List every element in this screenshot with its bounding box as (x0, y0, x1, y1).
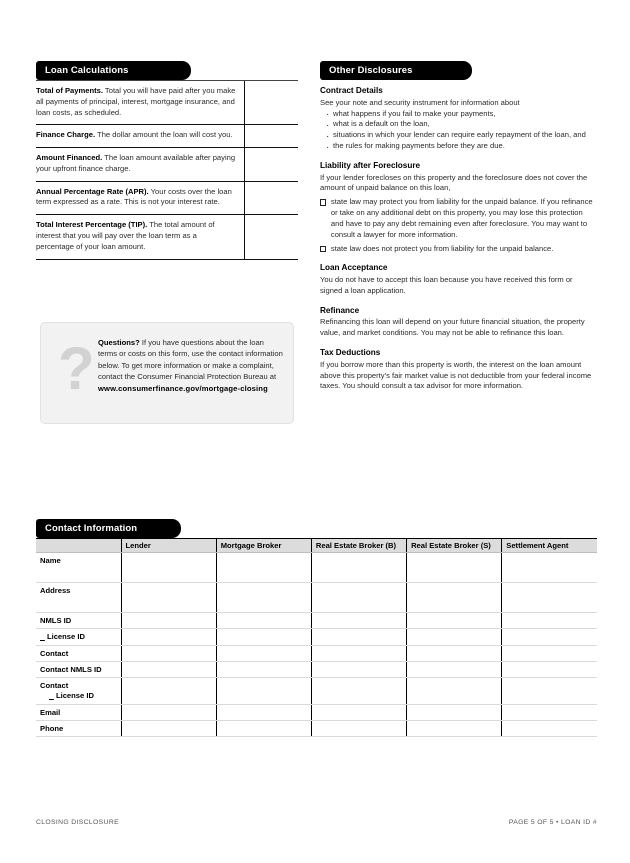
contact-cell-contact-nmls-reb-s[interactable] (407, 661, 502, 677)
contract-details-bullet: · the rules for making payments before they are due. (320, 141, 597, 152)
checkbox-icon[interactable] (320, 199, 326, 205)
contact-row-label-contact-nmls-id: Contact NMLS ID (36, 661, 121, 677)
contact-cell-name-lender[interactable] (121, 553, 216, 583)
contact-cell-license-lender[interactable] (121, 629, 216, 645)
calc-row-apr (36, 181, 298, 215)
contract-details-block (320, 86, 597, 152)
contact-row-label-contact-license-id (36, 678, 121, 705)
questions-callout (40, 322, 294, 424)
contact-row-label-license-id (36, 629, 121, 645)
contact-col-header-settlement-agent: Settlement Agent (502, 539, 597, 553)
contact-col-header-real-estate-broker-s: Real Estate Broker (S) (407, 539, 502, 553)
calc-text-total-of-payments: Total you will have paid after you make all payments of principal, interest, mortgage insurance, and loan costs, as scheduled. (36, 86, 236, 117)
contract-details-bullets (320, 109, 597, 152)
calc-value-amount-financed[interactable] (244, 148, 298, 181)
contact-cell-contact-nmls-mortgage-broker[interactable] (216, 661, 311, 677)
contract-details-intro: See your note and security instrument for information about (320, 97, 520, 107)
contact-cell-name-settlement-agent[interactable] (502, 553, 597, 583)
contact-row-label-email: Email (36, 704, 121, 720)
contact-cell-contact-license-reb-s[interactable] (407, 678, 502, 705)
table-row (36, 629, 597, 645)
contact-cell-nmls-reb-s[interactable] (407, 613, 502, 629)
calc-desc-apr (36, 182, 244, 215)
loan-calculations-section (36, 61, 298, 80)
contact-cell-phone-settlement-agent[interactable] (502, 720, 597, 736)
calc-row-total-of-payments (36, 80, 298, 124)
contact-cell-address-reb-b[interactable] (311, 583, 406, 613)
calc-term-total-of-payments: Total of Payments. (36, 86, 103, 95)
liability-after-foreclosure-block (320, 161, 597, 255)
calc-text-apr: Your costs over the loan term expressed as a rate. This is not your interest rate. (36, 186, 232, 207)
contract-details-bullet: · situations in which your lender can require early repayment of the loan, and (320, 130, 597, 141)
contact-cell-contact-settlement-agent[interactable] (502, 645, 597, 661)
footer-page-number: PAGE 5 OF 5 • LOAN ID # (508, 818, 597, 826)
contact-license-blank (49, 691, 54, 700)
refinance-title: Refinance (320, 305, 360, 315)
table-row (36, 678, 597, 705)
questions-body: If you have questions about the loan terms or costs on this form, use the contact information below. To get more information or make a complaint, contact the Consumer Financial Protection Bureau at (98, 338, 283, 382)
license-id-text: License ID (44, 632, 85, 642)
contact-cell-email-lender[interactable] (121, 704, 216, 720)
contact-cell-email-reb-b[interactable] (311, 704, 406, 720)
table-row (36, 704, 597, 720)
contact-cell-contact-lender[interactable] (121, 645, 216, 661)
contact-cell-address-reb-s[interactable] (407, 583, 502, 613)
contact-row-label-name: Name (36, 553, 121, 583)
table-row (36, 583, 597, 613)
contact-cell-address-lender[interactable] (121, 583, 216, 613)
other-disclosures-header (320, 61, 472, 80)
loan-acceptance-block (320, 263, 597, 296)
calc-value-apr[interactable] (244, 182, 298, 215)
other-disclosures-header-label: Other Disclosures (329, 64, 413, 76)
contact-cell-contact-reb-s[interactable] (407, 645, 502, 661)
contact-cell-address-mortgage-broker[interactable] (216, 583, 311, 613)
refinance-block (320, 306, 597, 339)
contact-cell-license-mortgage-broker[interactable] (216, 629, 311, 645)
contract-details-bullet: · what happens if you fail to make your payments, (320, 109, 597, 120)
refinance-body: Refinancing this loan will depend on your future financial situation, the property value, and market conditions. You may not be able to refinance this loan. (320, 317, 585, 338)
contact-license-line1: Contact (40, 681, 69, 690)
calc-value-tip[interactable] (244, 215, 298, 258)
contact-cell-license-reb-s[interactable] (407, 629, 502, 645)
loan-calculations-header (36, 61, 191, 80)
contact-cell-name-reb-b[interactable] (311, 553, 406, 583)
contact-cell-address-settlement-agent[interactable] (502, 583, 597, 613)
contact-cell-contact-nmls-reb-b[interactable] (311, 661, 406, 677)
other-disclosures-section (320, 61, 597, 392)
contact-cell-email-mortgage-broker[interactable] (216, 704, 311, 720)
checkbox-icon[interactable] (320, 246, 326, 252)
calc-text-finance-charge: The dollar amount the loan will cost you. (95, 130, 233, 140)
contact-cell-license-settlement-agent[interactable] (502, 629, 597, 645)
calc-row-amount-financed (36, 147, 298, 181)
contact-cell-nmls-reb-b[interactable] (311, 613, 406, 629)
page-footer (36, 813, 597, 831)
contact-cell-email-settlement-agent[interactable] (502, 704, 597, 720)
contact-cell-contact-license-lender[interactable] (121, 678, 216, 705)
contact-cell-contact-nmls-lender[interactable] (121, 661, 216, 677)
contact-cell-contact-reb-b[interactable] (311, 645, 406, 661)
contact-col-header-real-estate-broker-b: Real Estate Broker (B) (311, 539, 406, 553)
liability-checkbox-label-2: state law does not protect you from liability for the unpaid balance. (330, 243, 554, 253)
tax-deductions-block (320, 348, 597, 392)
contact-cell-email-reb-s[interactable] (407, 704, 502, 720)
calc-term-apr: Annual Percentage Rate (APR). (36, 186, 149, 196)
calc-row-tip (36, 214, 298, 259)
table-row (36, 613, 597, 629)
contact-information-header-label: Contact Information (45, 522, 138, 534)
contact-information-table (36, 538, 597, 737)
cfpb-url-link[interactable]: www.consumerfinance.gov/mortgage-closing (98, 383, 268, 393)
contact-cell-phone-reb-b[interactable] (311, 720, 406, 736)
contact-cell-nmls-lender[interactable] (121, 613, 216, 629)
calc-desc-total-of-payments (36, 81, 244, 124)
loan-calculations-header-label: Loan Calculations (45, 64, 129, 76)
question-mark-icon: ? (58, 335, 95, 402)
contact-col-header-blank (36, 539, 121, 553)
contact-cell-name-mortgage-broker[interactable] (216, 553, 311, 583)
loan-acceptance-body: You do not have to accept this loan because you have received this form or signed a loan application. (320, 275, 573, 295)
contact-cell-nmls-mortgage-broker[interactable] (216, 613, 311, 629)
contact-cell-phone-mortgage-broker[interactable] (216, 720, 311, 736)
contact-cell-license-reb-b[interactable] (311, 629, 406, 645)
liability-checkbox-row-2[interactable] (320, 244, 597, 255)
contact-cell-contact-mortgage-broker[interactable] (216, 645, 311, 661)
tax-deductions-body: If you borrow more than this property is worth, the interest on the loan amount above this property’s fair market value is not deductible from your federal income taxes. You should consult a tax advisor for more information. (320, 359, 592, 391)
table-row (36, 720, 597, 736)
contact-cell-contact-license-reb-b[interactable] (311, 678, 406, 705)
calc-desc-finance-charge (36, 125, 244, 147)
liability-after-foreclosure-intro: If your lender forecloses on this property and the foreclosure does not cover the amount of unpaid balance on this loan, (320, 172, 588, 193)
calc-term-amount-financed: Amount Financed. (36, 153, 103, 163)
calc-value-finance-charge[interactable] (244, 125, 298, 147)
contract-details-title: Contract Details (320, 86, 383, 95)
questions-lead: Questions? (98, 338, 140, 347)
calc-desc-tip (36, 215, 244, 258)
contact-license-line2: License ID (40, 691, 119, 701)
contact-cell-phone-lender[interactable] (121, 720, 216, 736)
contact-cell-nmls-settlement-agent[interactable] (502, 613, 597, 629)
tax-deductions-title: Tax Deductions (320, 348, 381, 358)
calc-row-finance-charge (36, 124, 298, 147)
questions-text (98, 337, 283, 394)
calc-desc-amount-financed (36, 148, 244, 181)
contact-cell-contact-license-mortgage-broker[interactable] (216, 678, 311, 705)
table-row (36, 661, 597, 677)
loan-acceptance-title: Loan Acceptance (320, 263, 388, 273)
contact-cell-contact-nmls-settlement-agent[interactable] (502, 661, 597, 677)
contact-row-label-nmls-id: NMLS ID (36, 613, 121, 629)
liability-after-foreclosure-title: Liability after Foreclosure (320, 160, 421, 170)
calc-value-total-of-payments[interactable] (244, 81, 298, 124)
contact-cell-name-reb-s[interactable] (407, 553, 502, 583)
calc-text-tip: The total amount of interest that you will pay over the loan term as a percentage of your loan amount. (36, 220, 215, 251)
loan-calculations-table (36, 80, 298, 260)
calc-term-tip: Total Interest Percentage (TIP). (36, 220, 148, 230)
contact-row-label-phone: Phone (36, 720, 121, 736)
table-row (36, 553, 597, 583)
contact-table-header-row (36, 539, 597, 553)
contact-row-label-address: Address (36, 583, 121, 613)
contact-row-label-contact: Contact (36, 645, 121, 661)
contact-information-section (36, 519, 597, 737)
calc-text-amount-financed: The loan amount available after paying your upfront finance charge. (36, 153, 236, 173)
footer-document-name: CLOSING DISCLOSURE (36, 818, 119, 826)
liability-checkbox-row-1[interactable] (320, 197, 597, 240)
contact-cell-phone-reb-s[interactable] (407, 720, 502, 736)
contact-cell-contact-license-settlement-agent[interactable] (502, 678, 597, 705)
contact-information-header (36, 519, 181, 538)
table-row (36, 645, 597, 661)
contact-col-header-mortgage-broker: Mortgage Broker (216, 539, 311, 553)
liability-checkbox-label-1: state law may protect you from liability for the unpaid balance. If you refinance or take on any additional debt on this property, you may lose this protection and have to pay any debt remaining even after foreclosure. You may want to consult a lawyer for more information. (330, 197, 593, 239)
contact-col-header-lender: Lender (121, 539, 216, 553)
calc-term-finance-charge: Finance Charge. (36, 130, 96, 140)
contract-details-bullet: · what is a default on the loan, (320, 119, 597, 130)
